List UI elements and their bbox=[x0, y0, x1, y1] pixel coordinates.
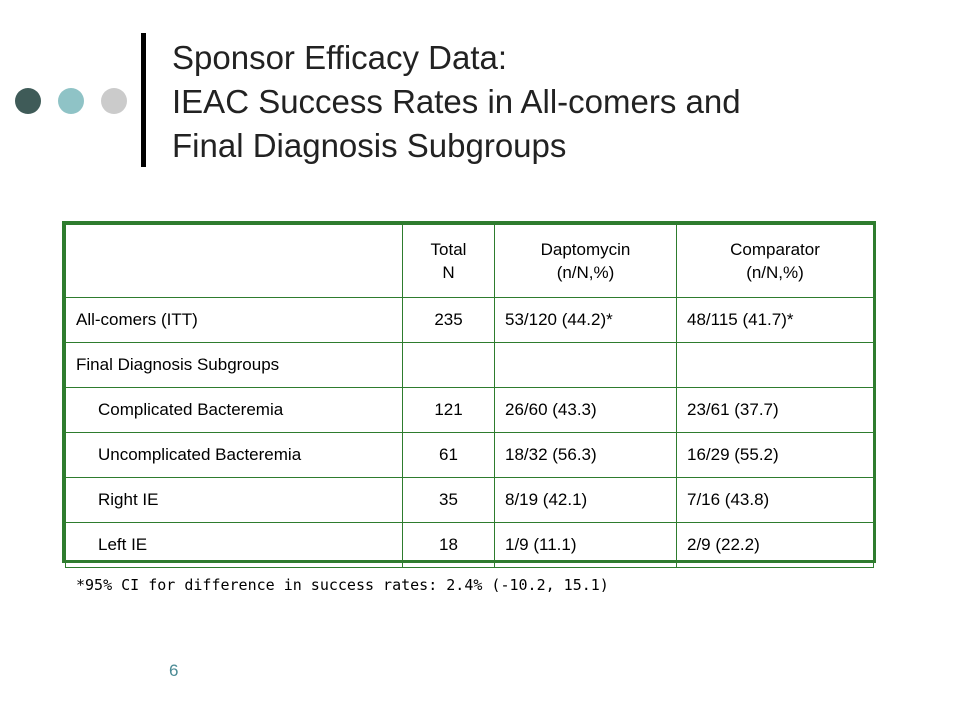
table-header-row bbox=[66, 225, 874, 298]
comparator-cell: 16/29 (55.2) bbox=[677, 433, 874, 478]
daptomycin-cell: 8/19 (42.1) bbox=[495, 478, 677, 523]
total-n-cell bbox=[403, 343, 495, 388]
efficacy-table-grid bbox=[65, 224, 874, 568]
table-row bbox=[66, 523, 874, 568]
row-label: Uncomplicated Bacteremia bbox=[66, 433, 403, 478]
dark-dot-icon bbox=[15, 88, 41, 114]
page-number: 6 bbox=[169, 661, 179, 680]
table-row bbox=[66, 343, 874, 388]
comparator-cell bbox=[677, 343, 874, 388]
daptomycin-cell bbox=[495, 343, 677, 388]
row-label: Right IE bbox=[66, 478, 403, 523]
title-divider-bar bbox=[141, 33, 146, 167]
table-row bbox=[66, 298, 874, 343]
table-row bbox=[66, 388, 874, 433]
header-comparator: Comparator (n/N,%) bbox=[677, 225, 874, 298]
ci-footnote: *95% CI for difference in success rates: 2.4% (-10.2, 15.1) bbox=[76, 576, 609, 594]
total-n-cell: 235 bbox=[403, 298, 495, 343]
efficacy-table bbox=[62, 221, 876, 563]
row-label: Complicated Bacteremia bbox=[66, 388, 403, 433]
header-daptomycin: Daptomycin (n/N,%) bbox=[495, 225, 677, 298]
daptomycin-cell: 18/32 (56.3) bbox=[495, 433, 677, 478]
daptomycin-cell: 53/120 (44.2)* bbox=[495, 298, 677, 343]
row-label: All-comers (ITT) bbox=[66, 298, 403, 343]
row-label: Left IE bbox=[66, 523, 403, 568]
total-n-cell: 35 bbox=[403, 478, 495, 523]
title-line-2: IEAC Success Rates in All-comers and bbox=[172, 83, 741, 120]
title-line-1: Sponsor Efficacy Data: bbox=[172, 39, 508, 76]
row-label: Final Diagnosis Subgroups bbox=[66, 343, 403, 388]
title-line-3: Final Diagnosis Subgroups bbox=[172, 127, 567, 164]
daptomycin-cell: 26/60 (43.3) bbox=[495, 388, 677, 433]
total-n-cell: 18 bbox=[403, 523, 495, 568]
total-n-cell: 121 bbox=[403, 388, 495, 433]
header-total-n: Total N bbox=[403, 225, 495, 298]
table-row bbox=[66, 433, 874, 478]
total-n-cell: 61 bbox=[403, 433, 495, 478]
comparator-cell: 23/61 (37.7) bbox=[677, 388, 874, 433]
comparator-cell: 2/9 (22.2) bbox=[677, 523, 874, 568]
gray-dot-icon bbox=[101, 88, 127, 114]
comparator-cell: 7/16 (43.8) bbox=[677, 478, 874, 523]
comparator-cell: 48/115 (41.7)* bbox=[677, 298, 874, 343]
daptomycin-cell: 1/9 (11.1) bbox=[495, 523, 677, 568]
teal-dot-icon bbox=[58, 88, 84, 114]
decorative-dots bbox=[15, 88, 127, 114]
slide-title bbox=[172, 36, 952, 168]
header-blank-cell bbox=[66, 225, 403, 298]
table-row bbox=[66, 478, 874, 523]
